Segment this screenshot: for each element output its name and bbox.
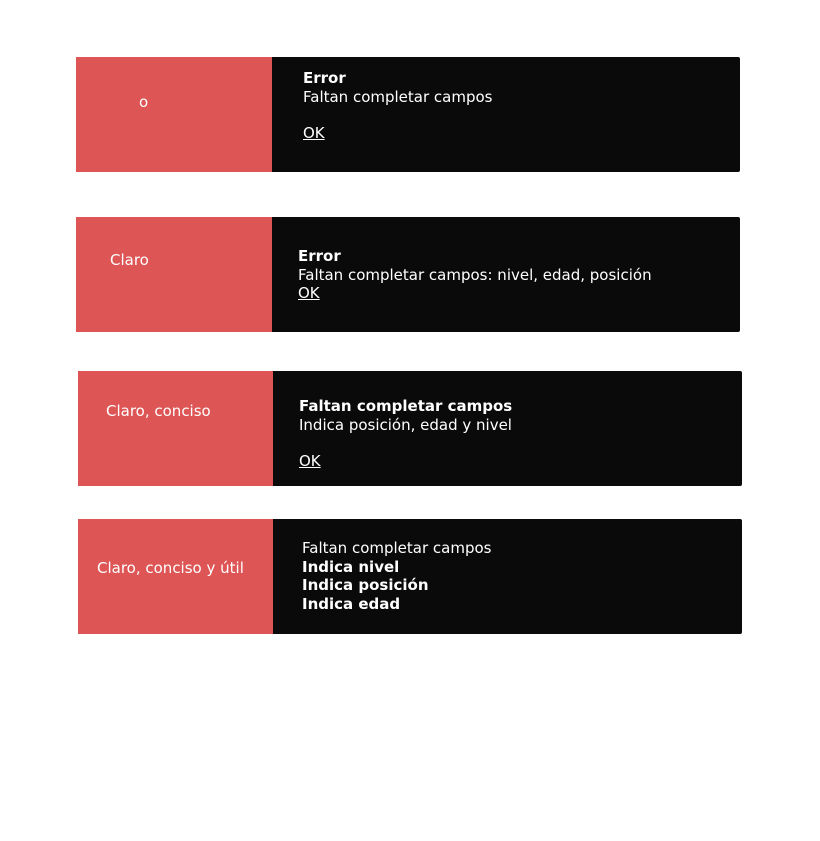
error-toast [272,57,740,172]
example-label-box [78,519,273,634]
example-label: Claro, conciso [106,402,211,420]
example-row-3 [78,371,742,486]
toast-title: Error [298,247,341,265]
ok-button[interactable]: OK [299,452,321,470]
toast-item-level: Indica nivel [302,557,400,576]
error-toast [272,217,740,332]
toast-item-position: Indica posición [302,576,429,594]
example-label: Claro [110,251,149,269]
example-label: Claro, conciso y útil [97,559,244,577]
toast-title: Faltan completar campos [299,397,513,415]
example-label-box [76,57,272,172]
toast-message: Faltan completar campos [302,539,492,557]
ok-button[interactable]: OK [298,284,320,302]
ok-button[interactable]: OK [303,124,325,142]
example-label-box [78,371,273,486]
error-toast [273,371,742,486]
example-label: o [139,93,149,111]
toast-item-age: Indica edad [302,594,401,613]
toast-title: Error [303,69,346,87]
example-row-4 [78,519,742,634]
toast-message: Indica posición, edad y nivel [299,415,512,434]
toast-message: Faltan completar campos: nivel, edad, posición [298,265,652,284]
error-toast [273,519,742,634]
example-label-box [76,217,272,332]
example-row-2 [76,217,740,332]
toast-message: Faltan completar campos [303,87,493,106]
example-row-1 [76,57,740,172]
